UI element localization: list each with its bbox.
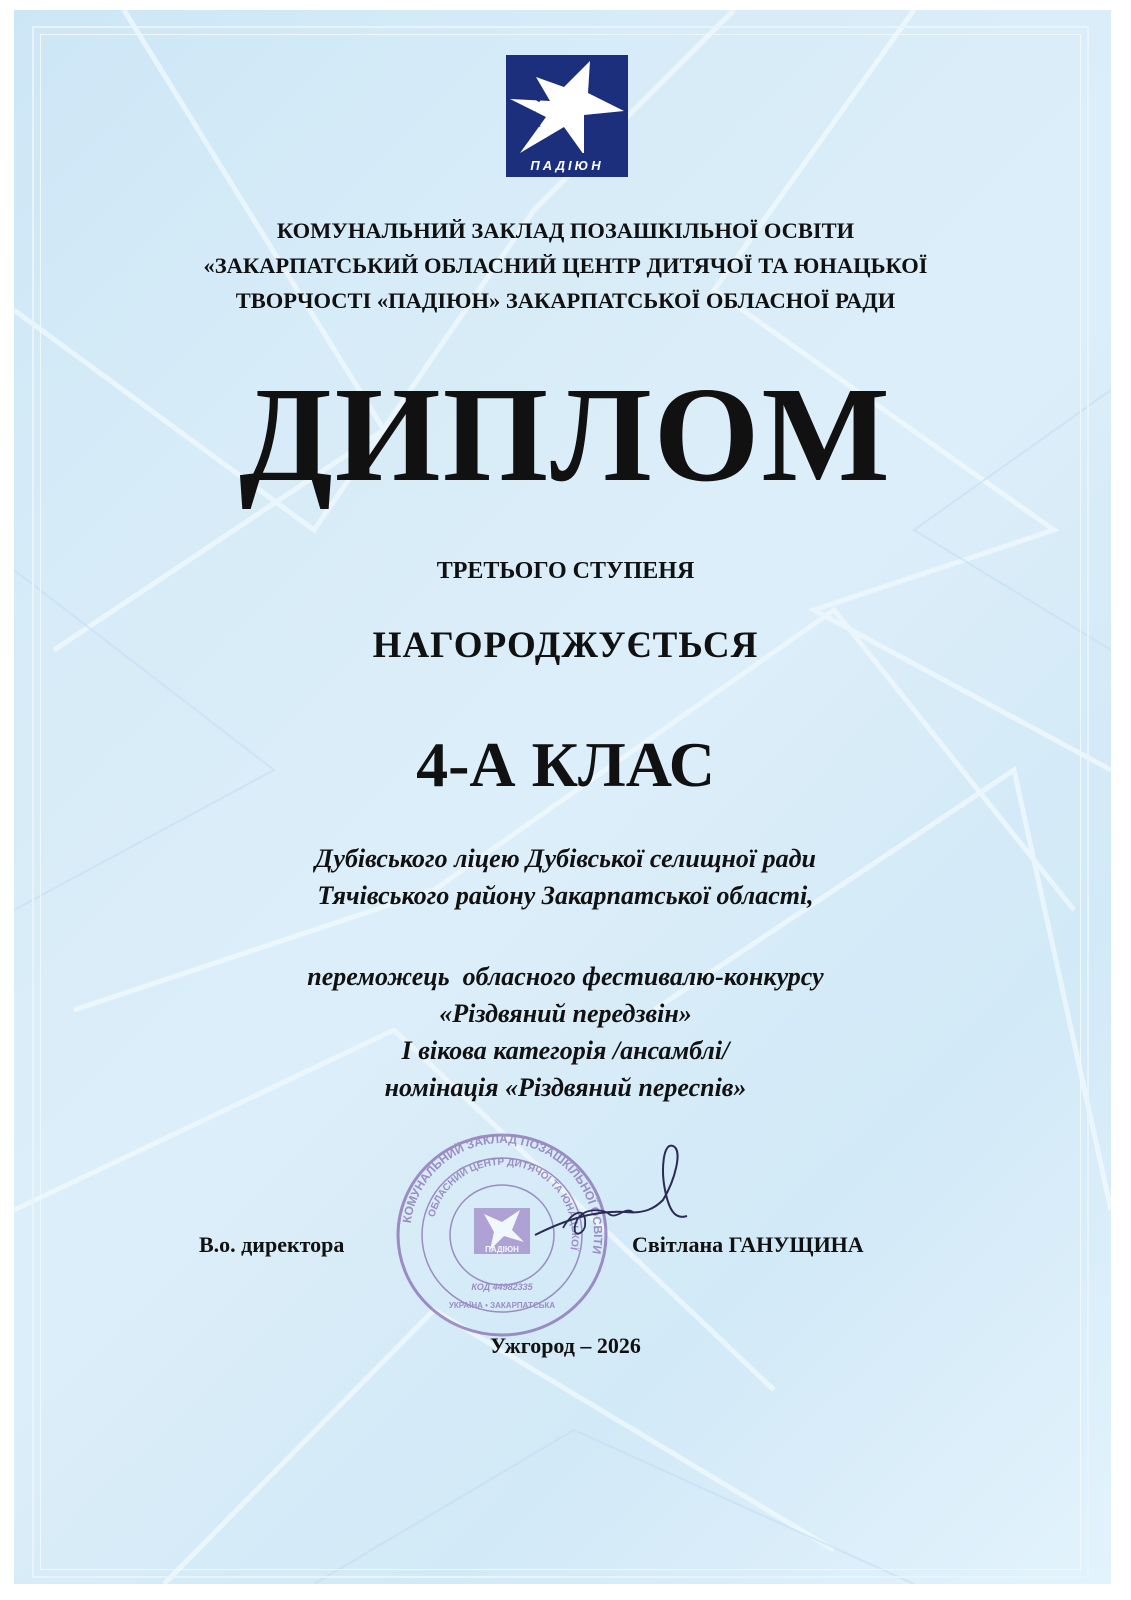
contest-line-1: переможець обласного фестивалю-конкурсу [307, 962, 824, 991]
contest-line-2: «Різдвяний передзвін» [439, 999, 692, 1028]
school-line-2: Тячівського району Закарпатської області, [317, 881, 814, 910]
stamp-bottom-text: УКРАЇНА • ЗАКАРПАТСЬКА [448, 1301, 556, 1310]
awarded-heading: НАГОРОДЖУЄТЬСЯ [372, 625, 759, 666]
city-year: Ужгород – 2026 [490, 1333, 641, 1358]
organization-line-2: «ЗАКАРПАТСЬКИЙ ОБЛАСНИЙ ЦЕНТР ДИТЯЧОЇ ТА ЮНАЦЬКОЇ [203, 253, 928, 278]
stamp-outer-text: КОМУНАЛЬНИЙ ЗАКЛАД ПОЗАШКІЛЬНОЇ ОСВІТИ [399, 1131, 606, 1256]
stamp-inner-text: ОБЛАСНИЙ ЦЕНТР ДИТЯЧОЇ ТА ЮНАЦЬКОЇ [426, 1156, 581, 1251]
organization-line-1: КОМУНАЛЬНИЙ ЗАКЛАД ПОЗАШКІЛЬНОЇ ОСВІТИ [276, 218, 855, 243]
signature-role: В.о. директора [199, 1232, 345, 1257]
logo-text: ПАДІЮН [530, 158, 604, 173]
diploma-degree: ТРЕТЬОГО СТУПЕНЯ [436, 558, 695, 584]
contest-info [0, 958, 1131, 1106]
organization-name [0, 213, 1131, 318]
diploma-title: ДИПЛОМ [239, 360, 892, 510]
school-line-1: Дубівського ліцею Дубівської селищної ради [315, 844, 816, 873]
organization-line-3: ТВОРЧОСТІ «ПАДІЮН» ЗАКАРПАТСЬКОЇ ОБЛАСНОЇ РАДИ [235, 288, 896, 313]
star-logo-icon [506, 55, 628, 177]
stamp-code: КОД 44982335 [471, 1282, 533, 1292]
contest-line-4: номінація «Різдвяний переспів» [384, 1073, 747, 1102]
stamp-logo-text: ПАДІЮН [485, 1245, 519, 1254]
signature-name: Світлана ГАНУЩИНА [632, 1232, 864, 1257]
school-info [0, 840, 1131, 914]
contest-line-3: І вікова категорія /ансамблі/ [401, 1036, 730, 1065]
recipient-name: 4-А КЛАС [416, 729, 715, 800]
